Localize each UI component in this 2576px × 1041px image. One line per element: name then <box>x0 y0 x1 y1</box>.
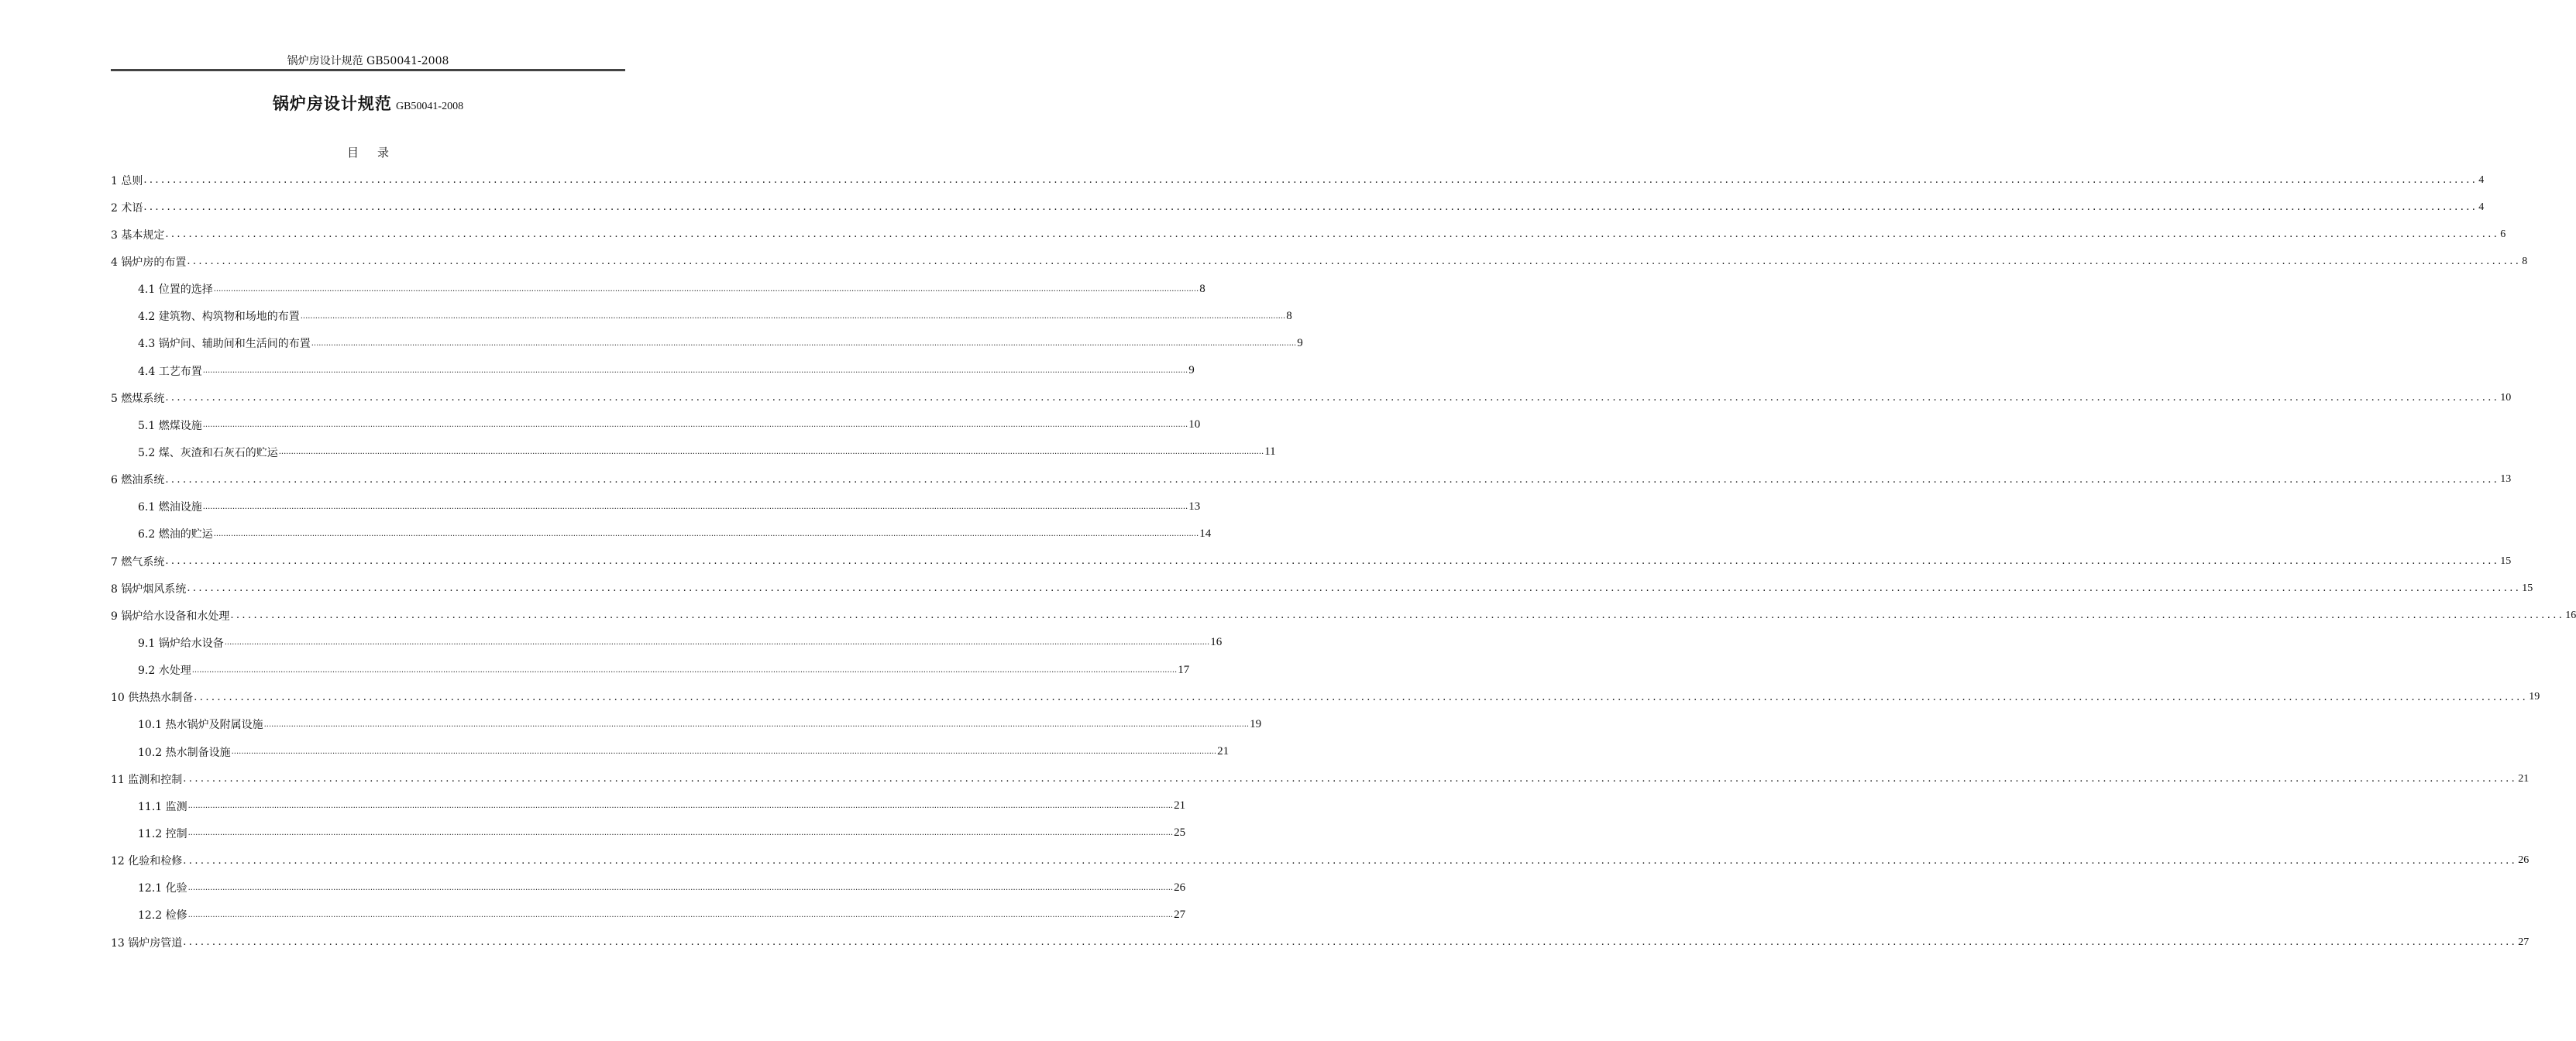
toc-entry-label: 4 锅炉房的布置 <box>111 256 187 269</box>
toc-entry-label: 2 术语 <box>111 201 143 215</box>
toc-entry-page: 6 <box>2500 228 2506 240</box>
toc-entry-page: 10 <box>2500 391 2512 404</box>
toc-leader-dots: ................................................................................................................................................................................................................................................................................................................................................................................................................ <box>202 366 1188 376</box>
toc-entry-label: 9.2 水处理 <box>138 665 191 678</box>
toc-entry[interactable] <box>111 493 1201 520</box>
toc-entry-label: 10.1 热水锅炉及附属设施 <box>138 719 263 732</box>
toc-entry[interactable] <box>111 520 1212 548</box>
toc-entry-label: 6.2 燃油的贮运 <box>138 528 213 541</box>
toc-leader-dots: ................................................................................................................................................................................................................................................................................................................................................................................................................ <box>311 338 1297 348</box>
toc-leader-dots: ................................................................................................................................................................................................................................................................................................................................................................................................................ <box>165 555 2500 568</box>
toc-entry-page: 8 <box>1199 282 1205 295</box>
toc-entry-page: 19 <box>2529 691 2540 703</box>
toc-entry-label: 8 锅炉烟风系统 <box>111 582 187 596</box>
title-code: GB50041-2008 <box>395 101 464 112</box>
toc-entry-page: 21 <box>1217 745 1230 758</box>
toc-entry-label: 12.1 化验 <box>138 882 187 895</box>
toc-entry-label: 5.2 煤、灰渣和石灰石的贮运 <box>138 446 278 459</box>
toc-leader-dots: ................................................................................................................................................................................................................................................................................................................................................................................................................ <box>165 392 2500 404</box>
toc-entry[interactable] <box>111 711 1262 738</box>
toc-entry[interactable] <box>111 575 2533 602</box>
toc-entry[interactable] <box>111 929 2530 956</box>
toc-entry[interactable] <box>111 221 2506 248</box>
toc-leader-dots: ................................................................................................................................................................................................................................................................................................................................................................................................................ <box>213 284 1199 294</box>
toc-entry-label: 4.3 锅炉间、辅助间和生活间的布置 <box>138 338 311 351</box>
toc-entry[interactable] <box>111 167 2485 194</box>
toc-entry-page: 4 <box>2478 174 2485 186</box>
toc-entry-label: 9.1 锅炉给水设备 <box>138 637 224 650</box>
toc-entry-label: 4.4 工艺布置 <box>138 365 202 378</box>
toc-entry[interactable] <box>111 684 2540 711</box>
toc-entry[interactable] <box>111 466 2512 493</box>
toc-leader-dots: ................................................................................................................................................................................................................................................................................................................................................................................................................ <box>230 610 2565 622</box>
toc-entry[interactable] <box>111 629 1223 656</box>
toc-leader-dots: ................................................................................................................................................................................................................................................................................................................................................................................................................ <box>165 473 2500 486</box>
toc-entry[interactable] <box>111 438 1276 466</box>
toc-entry-label: 9 锅炉给水设备和水处理 <box>111 610 230 623</box>
toc-entry-page: 13 <box>1188 500 1201 513</box>
toc-entry-label: 10.2 热水制备设施 <box>138 746 231 759</box>
header-rule <box>111 69 625 71</box>
toc-leader-dots: ................................................................................................................................................................................................................................................................................................................................................................................................................ <box>213 529 1199 538</box>
toc-entry[interactable] <box>111 657 1190 684</box>
toc-entry-label: 11 监测和控制 <box>111 773 183 786</box>
toc-leader-dots: ................................................................................................................................................................................................................................................................................................................................................................................................................ <box>194 691 2529 703</box>
toc-leader-dots: ................................................................................................................................................................................................................................................................................................................................................................................................................ <box>191 665 1178 675</box>
toc-leader-dots: ................................................................................................................................................................................................................................................................................................................................................................................................................ <box>263 720 1250 729</box>
toc-entry[interactable] <box>111 384 2512 411</box>
toc-entry-label: 4.2 建筑物、构筑物和场地的布置 <box>138 311 300 324</box>
running-header: 锅炉房设计规范 GB50041-2008 <box>287 55 449 67</box>
toc-heading: 目录 <box>346 146 408 160</box>
toc-leader-dots: ................................................................................................................................................................................................................................................................................................................................................................................................................ <box>143 174 2478 187</box>
toc-entry-page: 11 <box>1264 445 1276 459</box>
toc-entry-page: 19 <box>1250 717 1262 730</box>
toc-entry[interactable] <box>111 874 1186 902</box>
toc-entry[interactable] <box>111 847 2530 874</box>
toc-entry-page: 17 <box>1178 663 1190 676</box>
toc-entry-page: 8 <box>1286 309 1292 322</box>
toc-entry-page: 15 <box>2522 582 2533 594</box>
toc-leader-dots: ................................................................................................................................................................................................................................................................................................................................................................................................................ <box>187 802 1174 811</box>
toc-entry-label: 5.1 燃煤设施 <box>138 419 202 432</box>
toc-leader-dots: ................................................................................................................................................................................................................................................................................................................................................................................................................ <box>202 421 1188 430</box>
toc-entry-label: 4.1 位置的选择 <box>138 283 213 297</box>
toc-entry-label: 3 基本规定 <box>111 228 165 242</box>
toc-leader-dots: ................................................................................................................................................................................................................................................................................................................................................................................................................ <box>187 582 2522 595</box>
toc-entry-label: 11.2 控制 <box>138 827 187 840</box>
toc-leader-dots: ................................................................................................................................................................................................................................................................................................................................................................................................................ <box>231 747 1217 757</box>
toc-entry-page: 27 <box>1174 908 1186 921</box>
toc-entry-page: 10 <box>1188 418 1201 431</box>
toc-entry[interactable] <box>111 819 1186 847</box>
toc-entry-page: 21 <box>2518 772 2530 785</box>
toc-entry-page: 21 <box>1174 799 1186 813</box>
toc-leader-dots: ................................................................................................................................................................................................................................................................................................................................................................................................................ <box>187 829 1174 838</box>
toc-entry-page: 15 <box>2500 555 2512 567</box>
toc-entry-label: 6 燃油系统 <box>111 474 165 487</box>
toc-entry[interactable] <box>111 248 2528 275</box>
toc-entry[interactable] <box>111 194 2485 221</box>
toc-leader-dots: ................................................................................................................................................................................................................................................................................................................................................................................................................ <box>187 883 1174 892</box>
toc-entry[interactable] <box>111 411 1201 438</box>
toc-leader-dots: ................................................................................................................................................................................................................................................................................................................................................................................................................ <box>143 201 2478 214</box>
toc-leader-dots: ................................................................................................................................................................................................................................................................................................................................................................................................................ <box>224 638 1210 648</box>
toc-entry-label: 13 锅炉房管道 <box>111 936 183 950</box>
toc-entry-label: 11.1 监测 <box>138 800 187 813</box>
toc-entry-page: 13 <box>2500 473 2512 486</box>
toc-leader-dots: ................................................................................................................................................................................................................................................................................................................................................................................................................ <box>300 311 1286 321</box>
toc-entry[interactable] <box>111 902 1186 929</box>
toc-leader-dots: ................................................................................................................................................................................................................................................................................................................................................................................................................ <box>183 936 2518 948</box>
toc-entry[interactable] <box>111 303 1292 330</box>
toc-entry-page: 9 <box>1188 364 1195 377</box>
toc-entry[interactable] <box>111 276 1205 303</box>
toc-entry-label: 7 燃气系统 <box>111 555 165 569</box>
toc-entry-label: 12.2 检修 <box>138 909 187 922</box>
toc-leader-dots: ................................................................................................................................................................................................................................................................................................................................................................................................................ <box>183 773 2518 785</box>
toc-entry-page: 4 <box>2478 201 2485 213</box>
toc-leader-dots: ................................................................................................................................................................................................................................................................................................................................................................................................................ <box>165 228 2500 241</box>
toc-entry-page: 27 <box>2518 936 2530 948</box>
toc-entry-page: 26 <box>2518 854 2530 867</box>
toc-leader-dots: ................................................................................................................................................................................................................................................................................................................................................................................................................ <box>183 854 2518 867</box>
toc-leader-dots: ................................................................................................................................................................................................................................................................................................................................................................................................................ <box>187 910 1174 919</box>
toc-entry-page: 14 <box>1199 527 1212 540</box>
toc-entry[interactable] <box>111 738 1230 765</box>
toc-entry[interactable] <box>111 357 1195 384</box>
title-main: 锅炉房设计规范 <box>272 94 392 113</box>
toc-entry[interactable] <box>111 765 2530 792</box>
toc-leader-dots: ................................................................................................................................................................................................................................................................................................................................................................................................................ <box>187 256 2522 268</box>
toc-entry-page: 26 <box>1174 881 1186 894</box>
toc-entry-page: 16 <box>1210 636 1223 649</box>
toc-entry-label: 5 燃煤系统 <box>111 392 165 405</box>
toc-entry-label: 12 化验和检修 <box>111 855 183 868</box>
toc-entry-label: 1 总则 <box>111 174 143 187</box>
toc-leader-dots: ................................................................................................................................................................................................................................................................................................................................................................................................................ <box>278 448 1264 457</box>
toc-entry-page: 25 <box>1174 826 1186 840</box>
toc-entry-page: 8 <box>2522 255 2528 267</box>
toc-entry-page: 16 <box>2565 609 2576 621</box>
toc-leader-dots: ................................................................................................................................................................................................................................................................................................................................................................................................................ <box>202 502 1188 511</box>
toc-entry[interactable] <box>111 792 1186 819</box>
document-title <box>111 91 625 115</box>
table-of-contents <box>111 167 2576 956</box>
toc-entry-page: 9 <box>1297 336 1303 349</box>
toc-entry-label: 6.1 燃油设施 <box>138 501 202 514</box>
toc-entry[interactable] <box>111 602 2576 629</box>
toc-entry[interactable] <box>111 330 1303 357</box>
toc-entry-label: 10 供热热水制备 <box>111 692 194 705</box>
toc-entry[interactable] <box>111 548 2512 575</box>
